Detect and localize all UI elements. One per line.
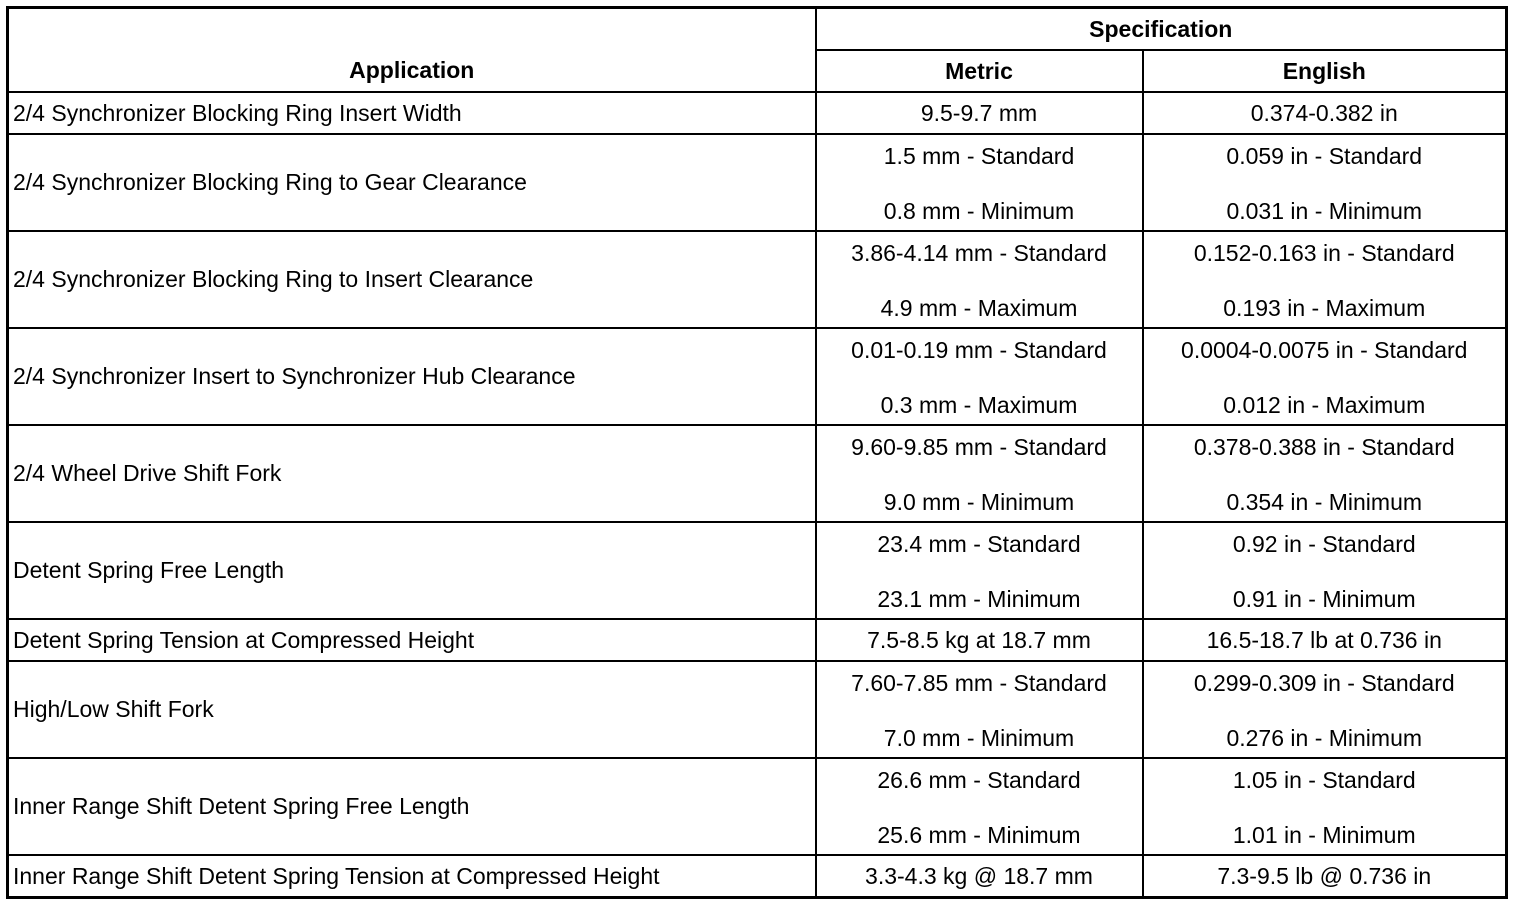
english-value: 0.012 in - Maximum [1223,392,1426,418]
english-cell: 0.374-0.382 in [1143,92,1507,134]
metric-value: 9.60-9.85 mm - Standard [851,434,1107,460]
english-value: 1.05 in - Standard [1232,767,1416,793]
metric-value: 7.60-7.85 mm - Standard [851,670,1107,696]
application-cell: 2/4 Synchronizer Insert to Synchronizer Hub Clearance [8,328,816,425]
metric-value: 0.3 mm - Maximum [880,392,1078,418]
application-cell: 2/4 Synchronizer Blocking Ring to Gear Clearance [8,134,816,231]
metric-cell: 9.5-9.7 mm [816,92,1143,134]
metric-cell [816,231,1143,328]
metric-value-stack [817,662,1142,757]
application-cell: High/Low Shift Fork [8,661,816,758]
metric-cell [816,328,1143,425]
metric-cell: 7.5-8.5 kg at 18.7 mm [816,619,1143,661]
english-cell: 7.3-9.5 lb @ 0.736 in [1143,855,1507,898]
english-cell: 16.5-18.7 lb at 0.736 in [1143,619,1507,661]
application-cell: Inner Range Shift Detent Spring Free Length [8,758,816,855]
english-cell [1143,231,1507,328]
table-row [8,328,1507,425]
table-row [8,134,1507,231]
english-cell [1143,758,1507,855]
table-row [8,855,1507,898]
table-row [8,619,1507,661]
metric-value: 0.8 mm - Minimum [883,198,1075,224]
application-cell: Inner Range Shift Detent Spring Tension at Compressed Height [8,855,816,898]
table-row [8,522,1507,619]
english-value-stack [1144,426,1506,521]
english-value-stack [1144,662,1506,757]
english-cell [1143,328,1507,425]
metric-value: 23.1 mm - Minimum [877,586,1081,612]
english-cell [1143,661,1507,758]
table-row [8,425,1507,522]
english-value-stack [1144,523,1506,618]
application-cell: Detent Spring Tension at Compressed Height [8,619,816,661]
table-header [8,8,1507,93]
metric-value: 3.86-4.14 mm - Standard [851,240,1107,266]
english-value-stack [1144,232,1506,327]
metric-value-stack [817,232,1142,327]
metric-cell: 3.3-4.3 kg @ 18.7 mm [816,855,1143,898]
metric-cell [816,758,1143,855]
english-cell [1143,522,1507,619]
english-value: 0.276 in - Minimum [1226,725,1423,751]
table-row [8,231,1507,328]
metric-cell [816,661,1143,758]
metric-value: 1.5 mm - Standard [883,143,1075,169]
english-value: 0.031 in - Minimum [1226,198,1423,224]
english-value-stack [1144,759,1506,854]
metric-cell [816,134,1143,231]
metric-value-stack [817,426,1142,521]
english-value: 1.01 in - Minimum [1232,822,1416,848]
english-column-header: English [1143,50,1507,92]
english-value: 0.059 in - Standard [1226,143,1423,169]
english-value: 0.378-0.388 in - Standard [1193,434,1455,460]
metric-value: 4.9 mm - Maximum [880,295,1078,321]
english-cell [1143,134,1507,231]
metric-value-stack [817,523,1142,618]
metric-value-stack [817,759,1142,854]
application-cell: Detent Spring Free Length [8,522,816,619]
english-value: 0.193 in - Maximum [1223,295,1426,321]
specification-column-header: Specification [816,8,1507,51]
english-cell [1143,425,1507,522]
metric-cell [816,522,1143,619]
english-value-stack [1144,329,1506,424]
metric-value: 0.01-0.19 mm - Standard [851,337,1107,363]
table-row [8,661,1507,758]
table-body [8,92,1507,898]
table-row [8,758,1507,855]
english-value: 0.91 in - Minimum [1232,586,1416,612]
application-cell: 2/4 Synchronizer Blocking Ring to Insert Clearance [8,231,816,328]
metric-value: 26.6 mm - Standard [877,767,1081,793]
english-value: 0.152-0.163 in - Standard [1193,240,1455,266]
metric-column-header: Metric [816,50,1143,92]
english-value-stack [1144,135,1506,230]
application-column-header: Application [8,8,816,93]
metric-value: 25.6 mm - Minimum [877,822,1081,848]
english-value: 0.92 in - Standard [1232,531,1416,557]
metric-value: 7.0 mm - Minimum [883,725,1075,751]
metric-value-stack [817,329,1142,424]
application-cell: 2/4 Wheel Drive Shift Fork [8,425,816,522]
metric-cell [816,425,1143,522]
metric-value: 9.0 mm - Minimum [883,489,1075,515]
metric-value: 23.4 mm - Standard [877,531,1081,557]
english-value: 0.0004-0.0075 in - Standard [1181,337,1468,363]
application-cell: 2/4 Synchronizer Blocking Ring Insert Width [8,92,816,134]
table-row [8,92,1507,134]
metric-value-stack [817,135,1142,230]
specification-table [6,6,1508,899]
english-value: 0.354 in - Minimum [1226,489,1423,515]
english-value: 0.299-0.309 in - Standard [1193,670,1455,696]
